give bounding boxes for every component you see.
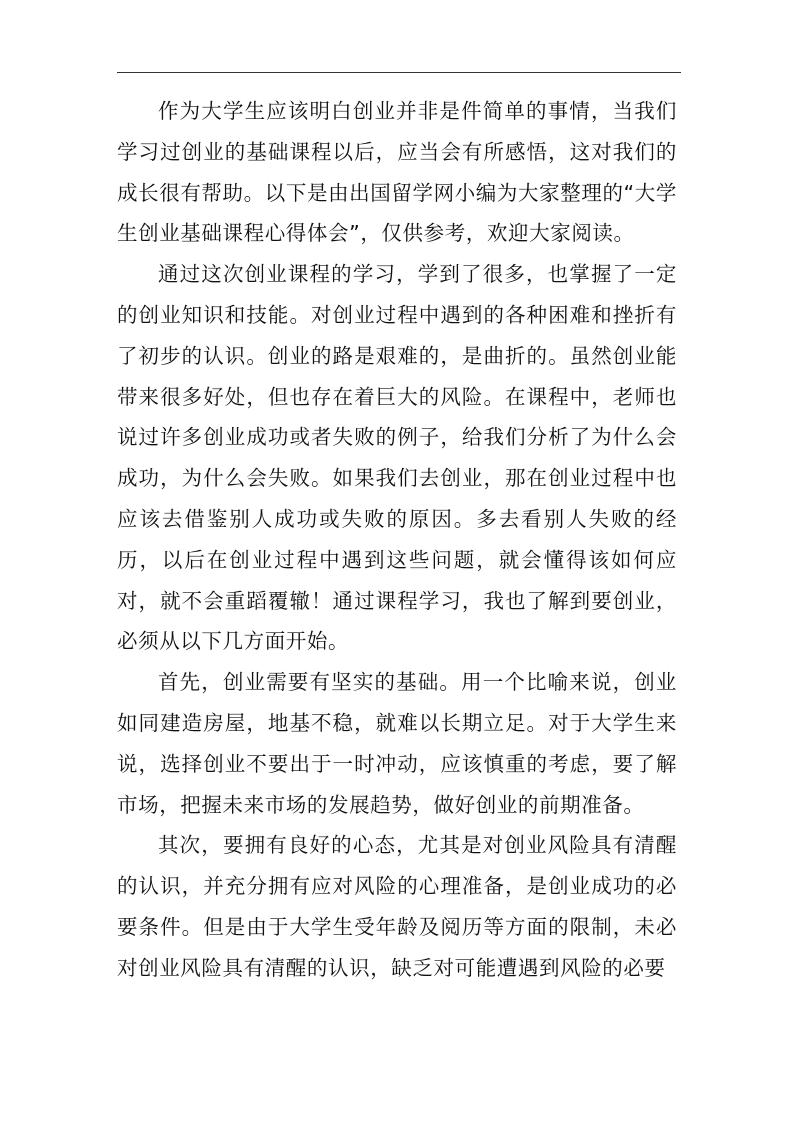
header-rule bbox=[117, 72, 681, 73]
body-text bbox=[117, 91, 677, 989]
paragraph-second-point: 其次，要拥有良好的心态，尤其是对创业风险具有清醒的认识，并充分拥有应对风险的心理准备，是创业成功的必要条件。但是由于大学生受年龄及阅历等方面的限制，未必对创业风险具有清醒的认识，缺乏对可能遭遇到风险的必要 bbox=[117, 833, 677, 980]
paragraph-first-point: 首先，创业需要有坚实的基础。用一个比喻来说，创业如同建造房屋，地基不稳，就难以长期立足。对于大学生来说，选择创业不要出于一时冲动，应该慎重的考虑，要了解市场，把握未来市场的发展趋势，做好创业的前期准备。 bbox=[117, 670, 677, 817]
paragraph-intro: 作为大学生应该明白创业并非是件简单的事情，当我们学习过创业的基础课程以后，应当会有所感悟，这对我们的成长很有帮助。以下是由出国留学网小编为大家整理的“大学生创业基础课程心得体会”，仅供参考，欢迎大家阅读。 bbox=[117, 99, 677, 246]
paragraph-course-learning: 通过这次创业课程的学习，学到了很多，也掌握了一定的创业知识和技能。对创业过程中遇到的各种困难和挫折有了初步的认识。创业的路是艰难的，是曲折的。虽然创业能带来很多好处，但也存在着巨大的风险。在课程中，老师也说过许多创业成功或者失败的例子，给我们分析了为什么会成功，为什么会失败。如果我们去创业，那在创业过程中也应该去借鉴别人成功或失败的原因。多去看别人失败的经历，以后在创业过程中遇到这些问题，就会懂得该如何应对，就不会重蹈覆辙！通过课程学习，我也了解到要创业，必须从以下几方面开始。 bbox=[117, 262, 677, 654]
